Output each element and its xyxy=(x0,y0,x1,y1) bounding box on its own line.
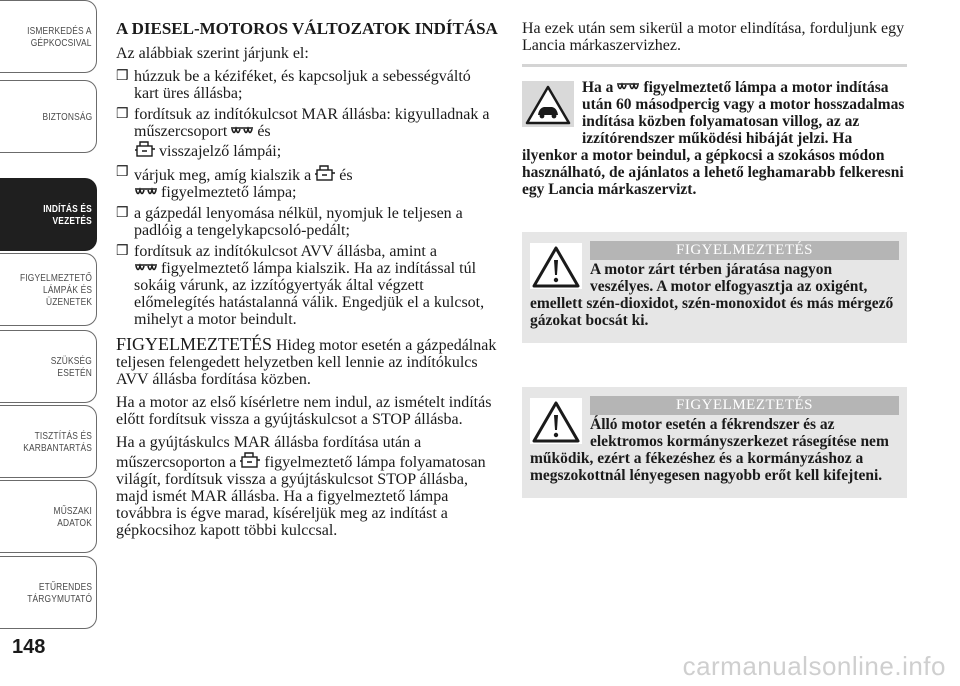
checkbox-bullet-icon: ❒ xyxy=(116,69,129,84)
warning-box-title: FIGYELMEZTETÉS xyxy=(590,396,899,415)
service-paragraph: Ha ezek után sem sikerül a motor elindítása, forduljunk egy Lancia márkaszervizhez. xyxy=(522,20,905,54)
injection-system-icon xyxy=(134,140,156,158)
checkbox-bullet-icon: ❒ xyxy=(116,206,129,221)
list-item: ❒ várjuk meg, amíg kialszik a és figyelmeztető lámpa; xyxy=(116,165,353,201)
tab-label: ISMERKEDÉS A GÉPKOCSIVAL xyxy=(27,24,92,49)
injection-system-icon xyxy=(314,164,336,182)
lamp-on-paragraph: Ha a gyújtáskulcs MAR állásba fordítása után a műszercsoporton a figyelmeztető lámpa folyamatosan világít, fordítsuk vissza a gyújtáskulcsot STOP állásba, majd ismét MAR állásba. Ha a figyelmeztető lámpa továbbra is égve marad, kíséreljük meg az indítást a gépkocsihoz kapott többi kulccsal. xyxy=(116,434,486,539)
glow-plug-icon xyxy=(616,82,640,94)
tab-targymutato[interactable] xyxy=(0,556,97,629)
warning-triangle-icon xyxy=(530,398,582,444)
tab-figyelmezteto-lampak[interactable] xyxy=(0,253,97,326)
warning-box-title: FIGYELMEZTETÉS xyxy=(590,241,899,260)
tab-label: TISZTÍTÁS ÉS KARBANTARTÁS xyxy=(23,429,92,454)
divider xyxy=(522,64,907,67)
tab-label: BIZTONSÁG xyxy=(42,110,92,123)
tab-label: FIGYELMEZTETŐ LÁMPÁK ÉS ÜZENETEK xyxy=(19,271,92,308)
glow-plug-icon xyxy=(134,263,158,275)
chapter-tabs xyxy=(0,0,100,640)
car-warning-triangle-icon xyxy=(522,81,574,127)
watermark: carmanualsonline.info xyxy=(682,651,946,681)
tab-inditas-es-vezetes[interactable] xyxy=(0,178,97,251)
checkbox-bullet-icon: ❒ xyxy=(116,107,129,122)
section-heading: A DIESEL-MOTOROS VÁLTOZATOK INDÍTÁSA xyxy=(116,19,498,38)
glow-plug-icon xyxy=(230,126,254,138)
warning-box xyxy=(522,387,907,498)
restart-paragraph: Ha a motor az első kísérletre nem indul, az ismételt indítás előtt fordítsuk vissza a gyújtáskulcsot a STOP állásba. xyxy=(116,394,492,428)
warning-box-body: Álló motor esetén a fékrendszer és az elektromos kormányszerkezet rásegítése nem működik, ezért a fékezéshez és a kormányzáshoz a megszokottnál lényegesen nagyobb erőt kell kifejteni. xyxy=(530,416,899,484)
tab-biztonsag[interactable] xyxy=(0,80,97,153)
left-column xyxy=(116,20,498,545)
tab-ismerkedes[interactable] xyxy=(0,0,97,73)
warning-triangle-icon xyxy=(530,243,582,289)
warning-lead: FIGYELMEZTETÉS xyxy=(116,334,272,354)
tab-label: ETŰRENDES TÁRGYMUTATÓ xyxy=(27,580,92,605)
checkbox-bullet-icon: ❒ xyxy=(116,244,129,259)
tab-label: INDÍTÁS ÉS VEZETÉS xyxy=(43,202,92,227)
tab-tisztitas[interactable] xyxy=(0,405,97,478)
warning-box-body: A motor zárt térben járatása nagyon veszélyes. A motor elfogyasztja az oxigént, emellett szén-dioxidot, szén-monoxidot és más mérgező gázokat bocsát ki. xyxy=(530,261,899,329)
glow-plug-icon xyxy=(134,187,158,199)
right-column xyxy=(522,20,907,498)
intro-text: Az alábbiak szerint járjunk el: xyxy=(116,45,309,62)
list-item: ❒ fordítsuk az indítókulcsot AVV állásba, amint a figyelmeztető lámpa kialszik. Ha az indítással túl sokáig várunk, az izzítógyertyák által végzett előmelegítés hatástalanná válik. Engedjük el a kulcsot, mihelyt a motor beindult. xyxy=(116,243,485,328)
cold-engine-warning: FIGYELMEZTETÉS Hideg motor esetén a gázpedálnak teljesen felengedett helyzetben kell lennie az indítókulcs AVV állásba fordítása közben. xyxy=(116,334,497,388)
steps-list xyxy=(116,68,498,328)
page-number: 148 xyxy=(12,636,46,658)
tab-szukseg-eseten[interactable] xyxy=(0,330,97,403)
list-item: ❒ fordítsuk az indítókulcsot MAR állásba: kigyulladnak a műszercsoport és visszajelző lámpái; xyxy=(116,106,490,160)
checkbox-bullet-icon: ❒ xyxy=(116,165,129,180)
tab-label: MŰSZAKI ADATOK xyxy=(53,504,92,529)
warning-box xyxy=(522,232,907,343)
injection-system-icon xyxy=(239,451,261,469)
tab-muszaki-adatok[interactable] xyxy=(0,480,97,553)
list-item: ❒ a gázpedál lenyomása nélkül, nyomjuk le teljesen a padlóig a tengelykapcsoló-pedált; xyxy=(116,205,463,239)
list-item: ❒ húzzuk be a kéziféket, és kapcsoljuk a sebességváltó kart üres állásba; xyxy=(116,68,471,102)
glow-plug-note: Ha a figyelmeztető lámpa a motor indítása után 60 másodpercig vagy a motor hosszadalmas indítása közben folyamatosan villog, az az izzítórendszer működési hibáját jelzi. Ha ilyenkor a motor beindul, a gépkocsi a szokásos módon használható, de ajánlatos a lehető leghamarabb felkeresni egy Lancia márkaszervizt. xyxy=(522,79,905,198)
tab-label: SZÜKSÉG ESETÉN xyxy=(50,354,92,379)
